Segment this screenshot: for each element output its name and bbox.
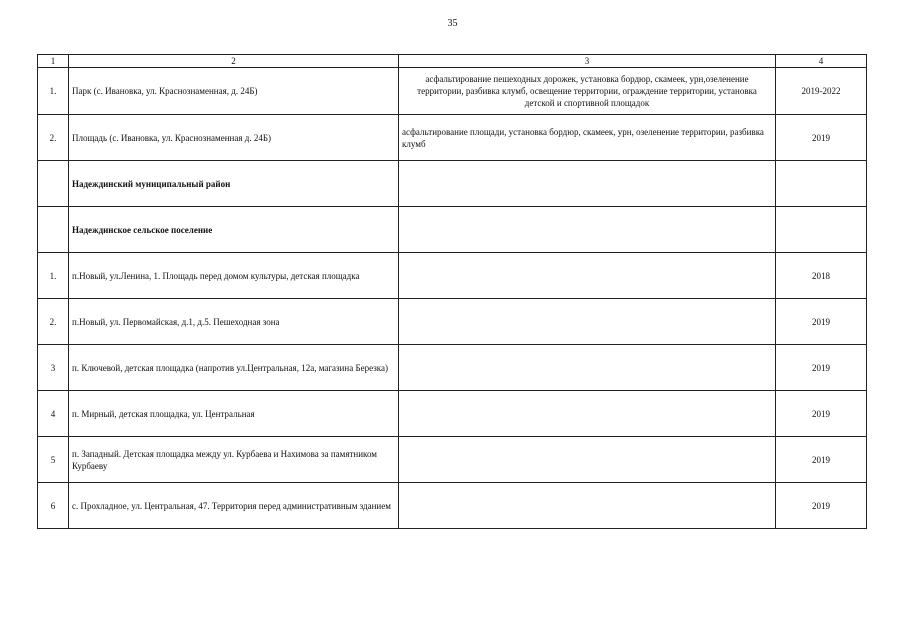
section-row [38,161,867,207]
year-cell: 2019 [776,483,867,529]
header-cell-4: 4 [776,55,867,68]
row-number: 4 [38,391,69,437]
section-title: Надеждинский муниципальный район [69,161,399,207]
object-name: п. Ключевой, детская площадка (напротив ул.Центральная, 12а, магазина Березка) [69,345,399,391]
works-description [399,391,776,437]
section-row [38,207,867,253]
row-number: 3 [38,345,69,391]
works-description [399,253,776,299]
works-description [399,161,776,207]
works-description [399,207,776,253]
row-number: 5 [38,437,69,483]
row-number: 6 [38,483,69,529]
row-number [38,161,69,207]
object-name: п. Западный. Детская площадка между ул. Курбаева и Нахимова за памятником Курбаеву [69,437,399,483]
year-cell: 2019 [776,345,867,391]
year-cell [776,207,867,253]
year-cell: 2019 [776,299,867,345]
row-number: 1. [38,68,69,115]
row-number: 2. [38,115,69,161]
table-row [38,253,867,299]
table-row [38,68,867,115]
table-row [38,437,867,483]
header-cell-3: 3 [399,55,776,68]
object-name: Площадь (с. Ивановка, ул. Краснознаменная д. 24Б) [69,115,399,161]
works-description [399,299,776,345]
object-name: п.Новый, ул.Ленина, 1. Площадь перед домом культуры, детская площадка [69,253,399,299]
header-cell-1: 1 [38,55,69,68]
row-number: 2. [38,299,69,345]
works-description [399,483,776,529]
table-row [38,483,867,529]
row-number [38,207,69,253]
year-cell: 2019-2022 [776,68,867,115]
page-number: 35 [447,18,458,29]
table-header-row [38,55,867,68]
year-cell: 2018 [776,253,867,299]
object-name: п. Мирный, детская площадка, ул. Центральная [69,391,399,437]
table-row [38,391,867,437]
year-cell: 2019 [776,115,867,161]
section-title: Надеждинское сельское поселение [69,207,399,253]
year-cell: 2019 [776,437,867,483]
year-cell: 2019 [776,391,867,437]
works-description: асфальтирование площади, установка бордюр, скамеек, урн, озеленение территории, разбивка клумб [399,115,776,161]
improvement-objects-table [37,54,867,529]
object-name: Парк (с. Ивановка, ул. Краснознаменная, д. 24Б) [69,68,399,115]
object-name: с. Прохладное, ул. Центральная, 47. Территория перед административным зданием [69,483,399,529]
works-description [399,345,776,391]
row-number: 1. [38,253,69,299]
header-cell-2: 2 [69,55,399,68]
table-row [38,115,867,161]
works-description [399,437,776,483]
object-name: п.Новый, ул. Первомайская, д.1, д.5. Пешеходная зона [69,299,399,345]
year-cell [776,161,867,207]
table-row [38,299,867,345]
works-description: асфальтирование пешеходных дорожек, установка бордюр, скамеек, урн,озеленение территории, разбивка клумб, освещение территории, ограждение территории, установка детской и спортивной площадок [399,68,776,115]
table-row [38,345,867,391]
